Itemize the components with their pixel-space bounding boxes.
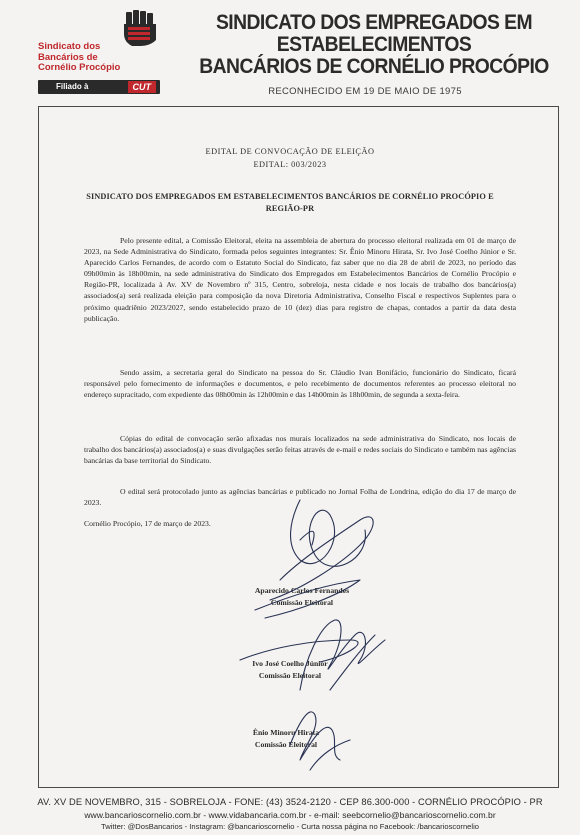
footer-address: AV. XV DE NOVEMBRO, 315 - SOBRELOJA - FONE: (43) 3524-2120 - CEP 86.300-000 - CORNÉLIO PROCÓPIO - PR: [37, 797, 543, 807]
organization-title: SINDICATO DOS EMPREGADOS EM ESTABELECIMENTOS BANCÁRIOS DE CORNÉLIO PROCÓPIO E REGIÃO-PR: [86, 192, 494, 213]
signatory-role: Comissão Eleitoral: [270, 597, 334, 607]
cut-badge: CUT: [128, 81, 157, 93]
header-title: [192, 12, 556, 78]
recognition-date: RECONHECIDO EM 19 DE MAIO DE 1975: [268, 86, 462, 97]
date-line: Cornélio Procópio, 17 de março de 2023.: [84, 519, 211, 528]
header-title-line: BANCÁRIOS DE CORNÉLIO PROCÓPIO: [199, 55, 549, 78]
signature-block: [212, 585, 392, 608]
signatory-name: Ênio Minoru Hirata: [252, 728, 320, 737]
paragraph: Sendo assim, a secretaria geral do Sindicato na pessoa do Sr. Cláudio Ivan Bonifácio, funcionário do Sindicato, ficará responsável pelo fornecimento de informações e documentos, e pelo recebimento de documentos referentes ao processo eleitoral no endereço supracitado, com expediente das 08h00min às 12h00min e das 14h00min às 18h00min, de segunda a sexta-feira.: [84, 368, 516, 400]
signature-block: [196, 727, 376, 750]
paragraph: O edital será protocolado junto as agências bancárias e publicado no Jornal Folha de Londrina, edição do dia 17 de março de 2023.: [84, 487, 516, 508]
logo-line: Cornélio Procópio: [38, 62, 121, 73]
signature-block: [200, 658, 380, 681]
logo-line: Sindicato dos: [38, 41, 101, 52]
edital-title: EDITAL DE CONVOCAÇÃO DE ELEIÇÃO: [205, 147, 375, 156]
signatory-name: Aparecido Carlos Fernandes: [254, 586, 350, 595]
footer-social: Twitter: @DosBancarios - Instagram: @bancarioscornelio - Curta nossa página no Facebook: /bancarioscornelio: [101, 822, 479, 831]
affiliation-bar: [38, 80, 160, 94]
header-title-line: SINDICATO DOS EMPREGADOS EM ESTABELECIMENTOS: [215, 11, 533, 56]
logo-line: Bancários de: [38, 51, 98, 63]
footer-web: www.bancarioscornelio.com.br - www.vidabancaria.com.br - e-mail: seebcornelio@bancarioscornelio.com.br: [84, 810, 496, 820]
union-logo: [36, 10, 164, 94]
affiliation-label: Filiado à: [56, 82, 89, 91]
paragraph: Cópias do edital de convocação serão afixadas nos murais localizados na sede administrativa do Sindicato, nos locais de trabalho dos bancários(a) associados(a) e suas divulgações serão feitas através de e-mail e redes sociais do Sindicato e também nas agências bancárias da base territorial do Sindicato.: [84, 434, 516, 466]
signatory-name: Ivo José Coelho Júnior: [252, 659, 328, 668]
paragraph: Pelo presente edital, a Comissão Eleitoral, eleita na assembleia de abertura do processo eleitoral realizada em 01 de março de 2023, na Sede Administrativa do Sindicato, formada pelos seguintes integrantes: Sr. Ênio Minoru Hirata, Sr. Ivo José Coelho Júnior e Sr. Aparecido Carlos Fernandes, de acordo com o Estatuto Social do Sindicato, faz saber que no dia 28 de abril de 2023, no período das 09h00min às 18h00min, na sede administrativa do Sindicato dos Empregados em Estabelecimentos Bancários de Cornélio Procópio e Região-PR, localizada à Av. XV de Novembro nº 315, Centro, sobreloja, nesta cidade e nos locais de trabalho dos bancários(a) associados(a) será realizada eleição para composição da nova Diretoria Administrativa, Conselho Fiscal e respectivos Suplentes para o próximo quadriênio 2023/2027, sendo estabelecido prazo de 10 (dez) dias para registro de chapas, contados a partir da data desta publicação.: [84, 236, 516, 323]
signatory-role: Comissão Eleitoral: [254, 739, 318, 749]
edital-number: EDITAL: 003/2023: [253, 160, 327, 169]
logo-text: [38, 42, 162, 74]
signatory-role: Comissão Eleitoral: [258, 670, 322, 680]
